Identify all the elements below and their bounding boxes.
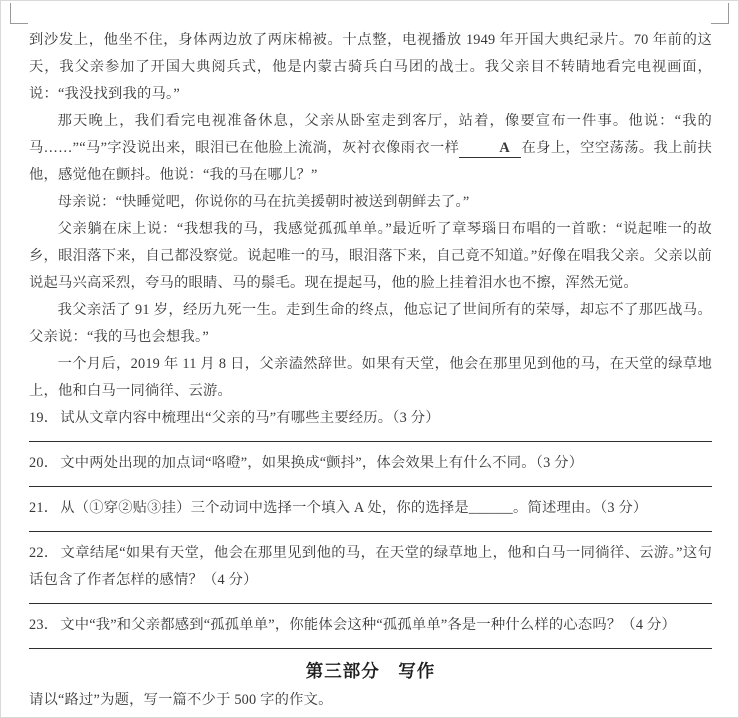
question-22 xyxy=(29,540,712,594)
question-23-number: 23． xyxy=(29,617,59,633)
passage-paragraph-with-blank xyxy=(29,108,712,189)
question-22-text: 文章结尾“如果有天堂，他会在那里见到他的马，在天堂的绿草地上，他和白马一同徜徉、云游。”这句话包含了作者怎样的感情？（4 分） xyxy=(29,545,712,588)
question-19-text: 试从文章内容中梳理出“父亲的马”有哪些主要经历。（3 分） xyxy=(60,410,440,426)
question-22-number: 22． xyxy=(29,545,59,561)
question-list xyxy=(29,405,712,649)
answer-line xyxy=(29,441,712,442)
passage-paragraph: 我父亲活了 91 岁，经历九死一生。走到生命的终点，他忘记了世间所有的荣辱，却忘不了那匹战马。父亲说：“我的马也会想我。” xyxy=(29,302,712,345)
question-21-text: 从（①穿②贴③挂）三个动词中选择一个填入 A 处，你的选择是______。简述理由。（3 分） xyxy=(60,500,648,516)
question-20-text: 文中两处出现的加点词“咯噔”，如果换成“颤抖”，体会效果上有什么不同。（3 分） xyxy=(60,455,584,471)
answer-line xyxy=(29,531,712,532)
passage-paragraph: 一个月后，2019 年 11 月 8 日，父亲溘然辞世。如果有天堂，他会在那里见到他的马，在天堂的绿草地上，他和白马一同徜徉、云游。 xyxy=(29,356,712,399)
answer-line xyxy=(29,648,712,649)
passage-paragraph: 到沙发上，他坐不住，身体两边放了两床棉被。十点整，电视播放 1949 年开国大典纪录片。70 年前的这天，我父亲参加了开国大典阅兵式，他是内蒙古骑兵白马团的战士。我父亲目不转睛地看完电视画面，说：“我没找到我的马。” xyxy=(29,32,712,102)
writing-prompt: 请以“路过”为题，写一篇不少于 500 字的作文。 xyxy=(29,692,333,708)
question-20-number: 20． xyxy=(29,455,59,471)
passage-text-before-blank: 那天晚上，我们看完电视准备休息，父亲从卧室走到客厅，站着，像要宣布一件事。他说：“我的马……”“马”字没说出来，眼泪已在他脸上流淌，灰衬衣像雨衣一样 xyxy=(29,113,712,156)
page-corner-mark-top-right xyxy=(711,3,729,24)
question-23-text: 文中“我”和父亲都感到“孤孤单单”，你能体会这种“孤孤单单”各是一种什么样的心态吗？（4 分） xyxy=(60,617,676,633)
reading-passage xyxy=(29,27,712,405)
answer-line xyxy=(29,486,712,487)
question-23 xyxy=(29,612,712,639)
page-corner-mark-top-left xyxy=(10,3,28,24)
question-21-number: 21． xyxy=(29,500,59,516)
passage-paragraph: 父亲躺在床上说：“我想我的马，我感觉孤孤单单。”最近听了章琴瑙日布唱的一首歌：“说起唯一的故乡，眼泪落下来，自己都没察觉。说起唯一的马，眼泪落下来，自己竟不知道。”好像在唱我父亲。父亲以前说起马兴高采烈，夸马的眼睛、马的鬃毛。现在提起马，他的脸上挂着泪水也不擦，浑然无觉。 xyxy=(29,221,712,291)
page-content xyxy=(29,27,712,714)
question-19 xyxy=(29,405,712,432)
question-19-number: 19． xyxy=(29,410,59,426)
blank-a: A xyxy=(459,139,521,158)
passage-paragraph: 母亲说：“快睡觉吧，你说你的马在抗美援朝时被送到朝鲜去了。” xyxy=(57,194,470,210)
passage-text-after-blank: 在身上，空空荡荡。我上前扶他，感觉他在颤抖。他说：“我的马在哪儿？” xyxy=(29,140,713,183)
section-title-writing: 第三部分 写作 xyxy=(305,661,436,681)
question-20 xyxy=(29,450,712,477)
answer-line xyxy=(29,603,712,604)
question-21 xyxy=(29,495,712,522)
